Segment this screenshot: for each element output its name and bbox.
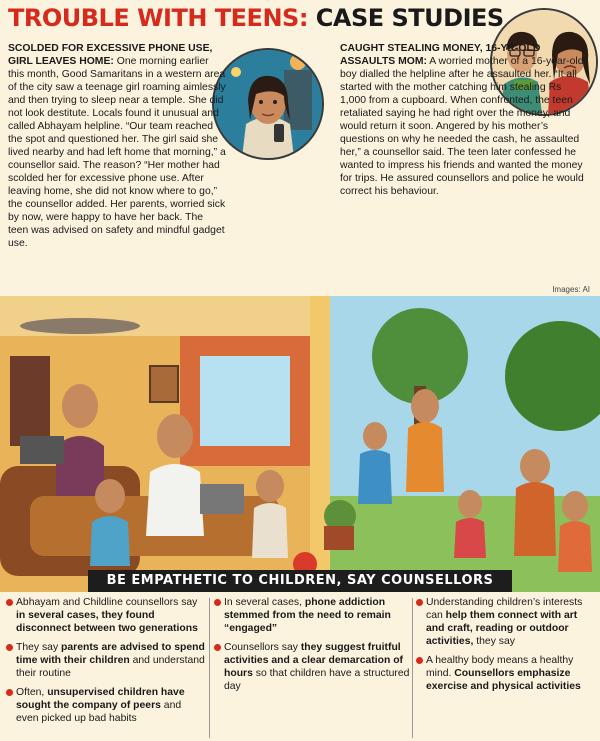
bullet-item	[6, 641, 206, 680]
bullet-item	[214, 641, 410, 693]
bullet-bold-text: help them connect with art and craft, reading or outdoor activities,	[426, 610, 578, 647]
bullet-text: Often,	[16, 687, 48, 698]
bullet-text: Understanding children’s interests can	[426, 597, 583, 621]
bullets-column-3	[416, 596, 596, 738]
case-study-2	[340, 42, 590, 198]
bullet-dot-icon	[416, 599, 423, 606]
bullet-dot-icon	[214, 644, 221, 651]
bullet-text: In several cases,	[224, 597, 305, 608]
case-study-2-kicker: CAUGHT STEALING MONEY, 16-YR-OLD ASSAULTS MOM:	[340, 43, 541, 67]
bullet-bold-text: they suggest fruitful activities and a clear demarcation of hours	[224, 642, 404, 679]
bullet-item	[6, 686, 206, 725]
family-scene-illustration	[0, 296, 600, 592]
bullet-item	[214, 596, 410, 635]
bullet-item	[6, 596, 206, 635]
bullet-item	[416, 654, 596, 693]
bullet-bold-text: unsupervised children have sought the company of peers	[16, 687, 185, 711]
column-divider	[412, 598, 413, 738]
bullets-column-1	[6, 596, 206, 738]
bullet-bold-text: parents are advised to spend time with their children	[16, 642, 205, 666]
bullet-text: and even picked up bad habits	[16, 700, 182, 724]
bullet-text: so that children have a structured day	[224, 668, 410, 692]
headline-black: CASE STUDIES	[315, 4, 504, 32]
case-study-2-body: A worried mother of a 16-year-old boy dialled the helpline after he assaulted her. “It all started with the mother catching him stealing Rs 1,000 from a cupboard. When confronted, the teen retaliated saying he had right over the money, and would return it soon. Angered by his mother’s questions on why he needed the cash, he assaulted her,” a counsellor said. The teen later confessed he wanted to impress his friends and wanted the money for trips. He assured counsellors and police he would correct his behaviour.	[340, 56, 584, 197]
bullet-text: Counsellors say	[224, 642, 301, 653]
column-divider	[209, 598, 210, 738]
bullet-text: they say	[473, 636, 515, 647]
headline	[8, 4, 504, 32]
bullet-dot-icon	[416, 657, 423, 664]
bullet-dot-icon	[214, 599, 221, 606]
bullet-text: and understand their routine	[16, 655, 205, 679]
bullet-dot-icon	[6, 644, 13, 651]
case-study-1	[8, 42, 226, 250]
bullet-bold-text: Counsellors emphasize exercise and physical activities	[426, 668, 581, 692]
headline-red: TROUBLE WITH TEENS:	[8, 4, 308, 32]
case-study-1-body: One morning earlier this month, Good Samaritans in a western area of the city saw a teenage girl roaming aimlessly and then trying to sleep near a temple. She did not look destitute. Locals found it unusual and called Abhayam helpline. “Our team reached the spot and questioned her. The girl said she lived nearby and had left home that morning,” a counsellor said. The reason? “Her mother had scolded her for excessive phone use. After leaving home, she did not know where to go,” the counsellor added. Her parents, worried sick by now, were happy to have her back. The teen was advised on safety and mindful gadget use.	[8, 56, 226, 249]
image-credit: Images: AI	[552, 285, 590, 294]
bullet-bold-text: in several cases, they found disconnect between two generations	[16, 610, 198, 634]
bullet-dot-icon	[6, 599, 13, 606]
bullet-item	[416, 596, 596, 648]
bullet-dot-icon	[6, 689, 13, 696]
girl-portrait-illustration	[212, 48, 324, 160]
bullet-text: They say	[16, 642, 62, 653]
bullets-column-2	[214, 596, 410, 738]
bullet-text: A healthy body means a healthy mind.	[426, 655, 574, 679]
case-study-1-kicker: SCOLDED FOR EXCESSIVE PHONE USE, GIRL LEAVES HOME:	[8, 43, 213, 67]
section-banner: BE EMPATHETIC TO CHILDREN, SAY COUNSELLORS	[88, 570, 512, 592]
bullet-text: Abhayam and Childline counsellors say	[16, 597, 198, 608]
bullet-bold-text: phone addiction stemmed from the need to remain “engaged”	[224, 597, 391, 634]
